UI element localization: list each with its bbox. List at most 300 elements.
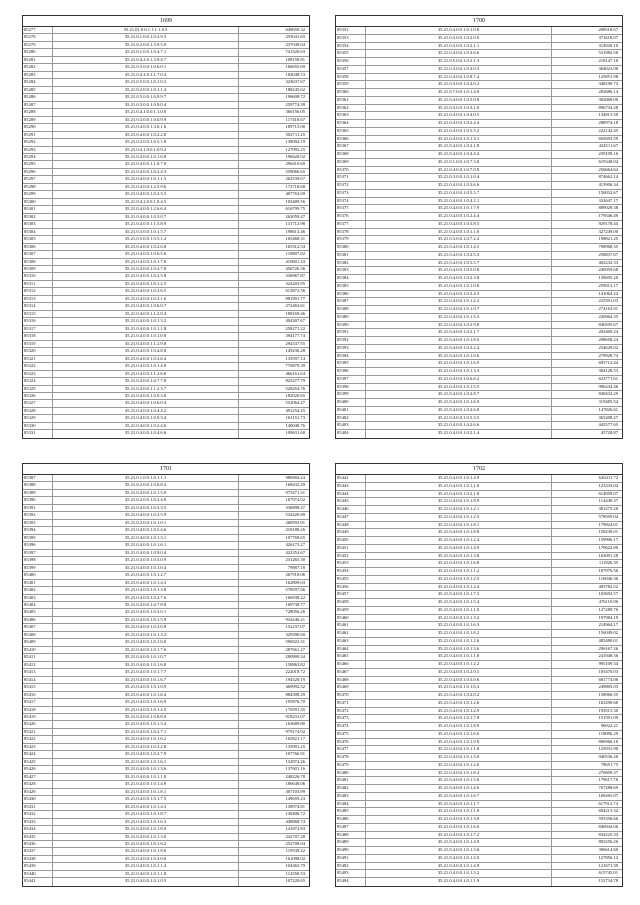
table-row [336, 692, 622, 700]
table-row [23, 707, 309, 714]
amount-cell: 466161.64 [285, 370, 305, 376]
table-row [23, 714, 309, 721]
amount-cell: 426173.27 [285, 542, 305, 548]
code-cell: 35.21.0.4.0.0.1.0.7.8.8 [53, 602, 239, 608]
code-cell: 35.21.0.4.0.0.1.1.2.0.4 [53, 311, 239, 317]
code-cell: 35.21.0.4.0.0.1.0.2.1.8 [366, 143, 552, 150]
code-cell: 35.21.0.4.0.0.1.0.1.3.2 [366, 870, 552, 877]
amount-cell: 137601.16 [285, 766, 305, 772]
amount-cell: 127092.25 [285, 146, 305, 152]
amount-cell: 149236.28 [285, 348, 305, 354]
table-row [23, 147, 309, 154]
table-row [23, 244, 309, 251]
code-cell: 35.21.0.4.0.0.1.0.1.3.4 [53, 721, 239, 727]
row-id-cell: 85277 [23, 27, 53, 33]
code-cell: 35.21.0.4.0.0.1.0.2.7.8 [53, 266, 239, 272]
amount-cell: 169738.77 [285, 601, 305, 607]
code-cell: 35.21.0.4.0.0.1.0.1.6.7 [366, 793, 552, 800]
code-cell: 35.21.0.4.0.0.1.0.1.6.3 [366, 622, 552, 629]
table-row [23, 744, 309, 751]
table-row [336, 870, 622, 878]
code-cell: 35.21.0.4.0.0.1.0.3.0.0 [53, 856, 239, 862]
amount-cell: 96022.21 [600, 723, 618, 728]
code-cell: 35.21.0.4.0.0.1.0.1.2.4 [366, 584, 552, 591]
amount-cell: 741520.63 [285, 49, 305, 55]
table-row [336, 708, 622, 716]
table-row [336, 529, 622, 537]
table-row [23, 259, 309, 266]
amount-cell: 242707.28 [285, 833, 305, 839]
table-row [336, 801, 622, 809]
table-row [23, 430, 309, 437]
row-id-cell: 85355 [336, 50, 366, 57]
code-cell: 35.21.0.4.0.0.1.0.9.3.4 [53, 415, 239, 421]
row-id-cell: 85309 [23, 266, 53, 272]
table-row [23, 281, 309, 288]
row-id-cell: 85456 [336, 584, 366, 591]
amount-cell: 172718.68 [285, 183, 305, 189]
code-cell: 35.21.0.2.0.0.1.0.2.4.8 [53, 497, 239, 503]
table-row [336, 167, 622, 175]
code-cell: 35.21.0.4.0.0.1.0.6.6.2 [366, 376, 552, 383]
table-row [23, 841, 309, 848]
amount-cell: 413906.34 [598, 182, 618, 187]
amount-cell: 258271.22 [285, 325, 305, 331]
amount-cell: 225501.03 [598, 298, 618, 304]
code-cell: 35.21.0.4.0.0.1.0.4.0.5 [366, 112, 552, 119]
code-cell: 35.21.0.4.0.0.1.0.6.5.6 [53, 251, 239, 257]
row-id-cell: 85417 [23, 699, 53, 705]
code-cell: 35.21.0.4.0.0.1.0.1.5.0 [366, 754, 552, 761]
row-id-cell: 85292 [23, 139, 53, 145]
code-cell: 35.21.0.3.0.0.1.0.5.0.9 [53, 557, 239, 563]
code-cell: 35.21.0.3.0.0.1.0.4.0.2 [366, 81, 552, 88]
amount-cell: 222018.72 [285, 669, 305, 675]
table-row [336, 855, 622, 863]
code-cell: 35.21.0.4.0.0.1.0.1.3.3 [366, 368, 552, 375]
code-cell: 35.21.0.4.0.0.1.0.1.6.0 [366, 824, 552, 831]
row-id-cell: 85471 [336, 700, 366, 707]
table-row [336, 128, 622, 136]
table-row [23, 609, 309, 616]
table-title: 1702 [336, 464, 622, 475]
row-id-cell: 85325 [23, 386, 53, 392]
row-id-cell: 85470 [336, 692, 366, 699]
table-row [336, 677, 622, 685]
amount-cell: 596922.31 [285, 639, 305, 645]
row-id-cell: 85482 [336, 785, 366, 792]
code-cell: 35.21.0.4.0.0.1.1.2.6.6 [53, 371, 239, 377]
table-row [23, 378, 309, 385]
table-row [23, 117, 309, 124]
row-id-cell: 85431 [23, 804, 53, 810]
code-cell: 35.21.0.4.0.0.1.0.1.8.9 [53, 826, 239, 832]
amount-cell: 263059.47 [285, 213, 305, 219]
row-id-cell: 85422 [23, 736, 53, 742]
row-id-cell: 85401 [23, 580, 53, 586]
row-id-cell: 85352 [336, 27, 366, 34]
row-id-cell: 85296 [23, 169, 53, 175]
code-cell: 35.21.0.4.0.0.1.0.3.3.5 [53, 505, 239, 511]
amount-cell: 445577.65 [598, 422, 618, 428]
amount-cell: 613872.56 [285, 288, 305, 294]
row-id-cell: 85289 [23, 117, 53, 123]
amount-cell: 79887.18 [287, 564, 305, 570]
amount-cell: 197984.19 [598, 614, 618, 620]
row-id-cell: 85476 [336, 739, 366, 746]
code-cell: 35.21.0.4.0.0.1.0.1.3.8 [366, 553, 552, 560]
code-cell: 35.21.0.5.0.0.1.0.2.1.3 [366, 58, 552, 65]
code-cell: 35.21.0.4.0.0.1.0.1.8.9 [366, 723, 552, 730]
table-row [23, 863, 309, 870]
code-cell: 35.21.0.5.0.0.1.0.1.0.3 [53, 79, 239, 85]
row-id-cell: 85461 [336, 622, 366, 629]
code-cell: 35.21.0.4.0.0.1.0.1.2.2 [366, 298, 552, 305]
amount-cell: 162091.28 [598, 552, 618, 558]
code-cell: 35.21.0.4.0.0.1.0.4.8.8 [53, 348, 239, 354]
table-row [336, 198, 622, 206]
row-id-cell: 85409 [23, 639, 53, 645]
amount-cell: 188245.62 [285, 86, 305, 92]
row-id-cell: 85310 [23, 273, 53, 279]
row-id-cell: 85483 [336, 793, 366, 800]
code-cell: 35.21.0.4.0.0.1.0.1.0.8 [366, 283, 552, 290]
code-cell: 35.21.0.4.0.0.1.0.1.6.8 [53, 154, 239, 160]
amount-cell: 268593.91 [285, 519, 305, 525]
amount-cell: 456726.36 [285, 266, 305, 271]
table-row [23, 251, 309, 258]
row-id-cell: 85438 [23, 856, 53, 862]
code-cell: 35.21.0.4.0.0.1.0.1.1.4 [53, 863, 239, 869]
amount-cell: 889029.38 [598, 205, 618, 211]
row-id-cell: 85367 [336, 143, 366, 150]
row-id-cell: 85486 [336, 816, 366, 823]
table-row [23, 736, 309, 743]
code-cell: 35.21.0.4.0.0.1.0.1.7.6 [53, 647, 239, 653]
amount-cell: 176591.35 [285, 706, 305, 712]
row-id-cell: 85307 [23, 251, 53, 257]
amount-cell: 332647.17 [598, 197, 618, 203]
table-row [23, 490, 309, 497]
table-row [23, 154, 309, 161]
amount-cell: 336967.87 [285, 273, 305, 279]
row-id-cell: 85435 [23, 834, 53, 840]
row-id-cell: 85383 [336, 267, 366, 274]
code-cell: 35.21.01.0.0.1.1.1.1.0.5 [53, 27, 239, 33]
table-row [336, 74, 622, 82]
amount-cell: 258837.67 [598, 251, 618, 257]
code-cell: 35.21.0.4.0.0.1.0.1.6.3 [366, 684, 552, 691]
row-id-cell: 85434 [23, 826, 53, 832]
row-id-cell: 85288 [23, 109, 53, 115]
table-row [336, 599, 622, 607]
row-id-cell: 85316 [23, 318, 53, 324]
code-cell: 35.21.0.4.0.0.1.0.1.3.6 [366, 847, 552, 854]
amount-cell: 798968.35 [598, 244, 618, 249]
code-cell: 35.21.0.4.0.0.1.0.1.6.8 [366, 560, 552, 567]
table-row [23, 57, 309, 64]
code-cell: 35.21.0.4.0.0.1.0.1.5.9 [53, 617, 239, 623]
row-id-cell: 85433 [23, 819, 53, 825]
row-id-cell: 85444 [336, 491, 366, 498]
row-id-cell: 85398 [23, 557, 53, 563]
row-id-cell: 85460 [336, 615, 366, 622]
amount-cell: 147826.61 [598, 406, 618, 412]
row-id-cell: 85312 [23, 288, 53, 294]
amount-cell: 254629.02 [598, 344, 618, 350]
row-id-cell: 85394 [336, 353, 366, 360]
row-id-cell: 85442 [336, 475, 366, 482]
amount-cell: 614958.07 [598, 490, 618, 496]
table-row [23, 206, 309, 213]
row-id-cell: 85369 [336, 159, 366, 166]
row-id-cell: 85358 [336, 74, 366, 81]
amount-cell: 78651.75 [600, 761, 618, 767]
amount-cell: 502711.25 [285, 131, 305, 137]
amount-cell: 140048.76 [285, 422, 305, 428]
row-id-cell: 85306 [23, 244, 53, 250]
row-id-cell: 85374 [336, 198, 366, 205]
amount-cell: 307103.89 [285, 788, 305, 794]
row-id-cell: 85392 [23, 512, 53, 518]
code-cell: 35.21.0.4.0.0.1.1.5.8.9 [53, 221, 239, 227]
code-cell: 35.21.0.4.0.0.1.0.4.4.4 [366, 151, 552, 158]
table-row [23, 639, 309, 646]
code-cell: 35.21.0.4.0.0.1.0.1.7.2 [366, 832, 552, 839]
amount-cell: 189715.00 [285, 124, 305, 130]
table-row [23, 535, 309, 542]
code-cell: 35.21.0.4.0.0.1.0.1.0.8 [366, 27, 552, 34]
row-id-cell: 85472 [336, 708, 366, 715]
code-cell: 35.21.0.4.0.0.1.2.6.6.4 [53, 206, 239, 212]
code-cell: 35.21.0.4.2.0.0.1.0.4.5 [53, 199, 239, 205]
row-id-cell: 85437 [23, 848, 53, 854]
table-row [336, 360, 622, 368]
amount-cell: 695693.59 [598, 135, 618, 141]
amount-cell: 407763.69 [285, 191, 305, 197]
code-cell: 35.21.0.4.0.0.1.0.1.1.0 [366, 483, 552, 490]
code-cell: 35.21.0.4.0.0.1.0.2.1.4 [366, 430, 552, 438]
table-row [23, 602, 309, 609]
table-row [336, 847, 622, 855]
code-cell: 35.21.0.4.0.0.1.1.0.7.0 [53, 161, 239, 167]
row-id-cell: 85448 [336, 522, 366, 529]
code-cell: 35.21.0.4.0.0.1.2.5.9.6 [53, 184, 239, 190]
table-row [336, 112, 622, 120]
amount-cell: 170622.80 [598, 544, 618, 550]
row-id-cell: 85454 [336, 568, 366, 575]
amount-cell: 218147.16 [598, 58, 618, 63]
amount-cell: 222142.45 [598, 127, 618, 133]
table-row [23, 789, 309, 796]
row-id-cell: 85283 [23, 72, 53, 78]
row-id-cell: 85468 [336, 677, 366, 684]
code-cell: 35.21.0.4.0.0.1.0.1.8.2 [366, 630, 552, 637]
amount-cell: 483782.52 [598, 583, 618, 589]
table-row [23, 572, 309, 579]
row-id-cell: 85328 [23, 408, 53, 414]
amount-cell: 396614.60 [598, 847, 618, 852]
row-id-cell: 85395 [23, 535, 53, 541]
amount-cell: 491254.25 [285, 407, 305, 413]
row-id-cell: 85416 [23, 692, 53, 698]
row-id-cell: 85359 [336, 81, 366, 88]
amount-cell: 934246.21 [285, 616, 305, 622]
code-cell: 35.21.0.3.0.0.1.0.0.9.9 [53, 117, 239, 123]
table-row [23, 191, 309, 198]
row-id-cell: 85413 [23, 669, 53, 675]
code-cell: 35.21.0.4.0.0.1.0.1.0.7 [366, 306, 552, 313]
table-1700 [335, 15, 623, 439]
row-id-cell: 85451 [336, 545, 366, 552]
table-row [336, 483, 622, 491]
code-cell: 35.21.0.4.0.0.1.0.1.3.2 [53, 632, 239, 638]
table-row [23, 834, 309, 841]
table-row [336, 298, 622, 306]
row-id-cell: 85305 [23, 236, 53, 242]
code-cell: 35.21.0.4.0.0.1.0.1.1.7 [366, 801, 552, 808]
table-row [23, 27, 309, 34]
code-cell: 35.21.0.4.0.0.1.0.1.2.5 [366, 576, 552, 583]
row-id-cell: 85429 [23, 789, 53, 795]
amount-cell: 319485.54 [598, 399, 618, 404]
table-row [336, 329, 622, 337]
code-cell: 35.21.0.4.0.0.1.0.2.4.4 [366, 213, 552, 220]
table-row [336, 832, 622, 840]
row-id-cell: 85426 [23, 766, 53, 772]
code-cell: 35.21.0.3.0.0.1.0.9.0.4 [53, 102, 239, 108]
row-id-cell: 85393 [336, 345, 366, 352]
row-id-cell: 85385 [336, 283, 366, 290]
code-cell: 35.21.0.4.0.0.1.0.1.5.0 [366, 777, 552, 784]
table-row [23, 796, 309, 803]
row-id-cell: 85450 [336, 537, 366, 544]
code-cell: 35.21.0.4.0.0.1.0.1.2.7 [53, 572, 239, 578]
row-id-cell: 85279 [23, 42, 53, 48]
row-id-cell: 85317 [23, 326, 53, 332]
amount-cell: 127856.13 [598, 854, 618, 860]
amount-cell: 103692.57 [598, 591, 618, 597]
table-row [23, 87, 309, 94]
amount-cell: 270609.37 [598, 769, 618, 775]
row-id-cell: 85397 [336, 376, 366, 383]
row-id-cell: 85480 [336, 770, 366, 777]
amount-cell: 165468.31 [285, 236, 305, 242]
amount-cell: 112558.53 [285, 870, 305, 876]
table-row [336, 522, 622, 530]
row-id-cell: 85432 [23, 811, 53, 817]
row-id-cell: 85398 [336, 384, 366, 391]
row-id-cell: 85281 [23, 57, 53, 63]
table-row [336, 824, 622, 832]
amount-cell: 248226.78 [285, 773, 305, 779]
row-id-cell: 85400 [336, 399, 366, 406]
table-row [336, 839, 622, 847]
code-cell: 35.21.0.4.0.0.1.0.1.2.0 [366, 855, 552, 862]
amount-cell: 168432.29 [285, 482, 305, 488]
table-row [336, 514, 622, 522]
code-cell: 35.21.0.4.0.0.1.0.4.4.2 [53, 408, 239, 414]
amount-cell: 979174.02 [285, 728, 305, 734]
row-id-cell: 85354 [336, 43, 366, 50]
code-cell: 35.21.0.4.0.0.1.0.1.6.9 [366, 360, 552, 367]
row-id-cell: 85329 [23, 415, 53, 421]
row-id-cell: 85414 [23, 677, 53, 683]
code-cell: 35.21.0.4.0.0.1.0.1.7.5 [366, 591, 552, 598]
code-cell: 35.21.0.4.0.0.1.0.1.6.3 [53, 819, 239, 825]
code-cell: 35.21.0.4.0.0.1.0.2.8.7 [366, 391, 552, 398]
code-cell: 35.21.0.4.0.0.1.0.1.6.1 [53, 759, 239, 765]
amount-cell: 552064.27 [285, 400, 305, 406]
amount-cell: 158863.82 [285, 661, 305, 667]
amount-cell: 975471.31 [285, 489, 305, 495]
table-row [336, 746, 622, 754]
row-id-cell: 85389 [336, 314, 366, 321]
table-row [23, 184, 309, 191]
table-row [336, 669, 622, 677]
amount-cell: 152237.07 [285, 624, 305, 630]
amount-cell: 105470.03 [598, 668, 618, 674]
row-id-cell: 85327 [23, 400, 53, 406]
code-cell: 35.21.0.4.0.0.1.0.1.5.4 [366, 599, 552, 606]
table-row [336, 762, 622, 770]
amount-cell: 424511.67 [598, 143, 618, 149]
table-row [23, 176, 309, 183]
amount-cell: 806966.16 [598, 738, 618, 744]
amount-cell: 161098.02 [285, 855, 305, 861]
code-cell: 35.21.0.4.0.0.1.0.1.8.4 [366, 770, 552, 777]
row-id-cell: 85394 [23, 527, 53, 533]
table-row [23, 662, 309, 669]
amount-cell: 231265.30 [285, 557, 305, 563]
amount-cell: 394177.74 [285, 333, 305, 339]
row-id-cell: 85361 [336, 97, 366, 104]
row-id-cell: 85404 [336, 430, 366, 438]
code-cell: 35.21.0.4.0.0.1.0.1.1.8 [366, 746, 552, 753]
row-id-cell: 85463 [336, 638, 366, 645]
code-cell: 35.21.0.4.0.0.1.0.9.3.0 [53, 393, 239, 399]
table-row [23, 527, 309, 534]
code-cell: 35.21.0.4.0.0.1.0.5.5.7 [366, 260, 552, 267]
code-cell: 35.21.0.4.0.0.1.0.1.7.9 [366, 205, 552, 212]
table-1702 [335, 463, 623, 887]
table-row [23, 512, 309, 519]
amount-cell: 825477.79 [285, 378, 305, 384]
code-cell: 35.21.0.4.0.0.1.0.1.0.0 [53, 639, 239, 645]
code-cell: 35.21.0.4.0.0.1.0.1.6.9 [53, 699, 239, 705]
table-row [23, 482, 309, 489]
amount-cell: 163689.80 [285, 721, 305, 727]
table-row [336, 376, 622, 384]
amount-cell: 262539.67 [285, 176, 305, 182]
code-cell: 35.21.0.4.0.0.1.0.1.0.5 [53, 878, 239, 885]
table-row [23, 229, 309, 236]
code-cell: 35.21.0.3.0.0.1.0.3.1.0 [366, 105, 552, 112]
amount-cell: 195876.70 [285, 699, 305, 705]
code-cell: 35.21.0.4.0.0.1.0.1.6.1 [53, 542, 239, 548]
row-id-cell: 85286 [23, 94, 53, 100]
row-id-cell: 85481 [336, 777, 366, 784]
amount-cell: 166655.69 [285, 64, 305, 70]
amount-cell: 874662.14 [598, 174, 618, 180]
code-cell: 35.21.0.4.0.0.1.0.2.2.8 [53, 744, 239, 750]
row-id-cell: 85420 [23, 721, 53, 727]
row-id-cell: 85318 [23, 333, 53, 339]
code-cell: 35.21.0.4.0.0.1.0.1.2.4 [366, 537, 552, 544]
amount-cell: 619348.04 [598, 158, 618, 164]
amount-cell: 279928.74 [598, 352, 618, 358]
row-id-cell: 85370 [336, 167, 366, 174]
